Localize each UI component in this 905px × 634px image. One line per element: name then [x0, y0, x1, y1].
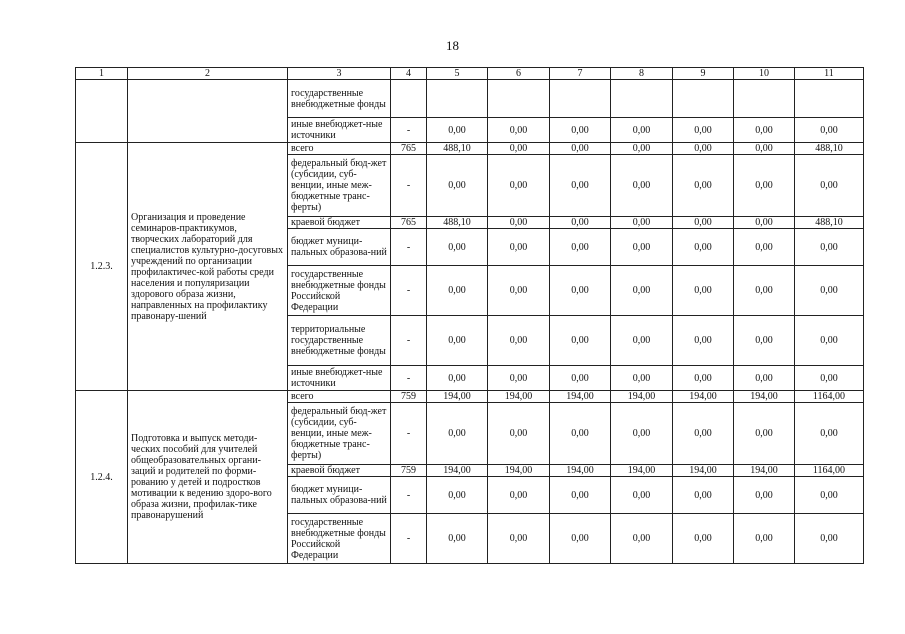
- amount-cell: 0,00: [734, 366, 795, 391]
- amount-cell: 488,10: [795, 217, 864, 229]
- department-code: 765: [391, 217, 427, 229]
- amount-cell: 0,00: [611, 366, 673, 391]
- amount-cell: 0,00: [673, 217, 734, 229]
- activity-description: Организация и проведение семинаров-практикумов, творческих лабораторий для специалистов культурно-досуговых учреждений по организации профилактичес-кой работы среди населения и популяризации здорового образа жизни, направленных на профилактику правонару-шений: [128, 143, 288, 391]
- amount-cell: 0,00: [734, 217, 795, 229]
- amount-cell: 194,00: [550, 391, 611, 403]
- funding-source: государственные внебюджетные фонды Российской Федерации: [288, 514, 391, 564]
- amount-cell: 0,00: [611, 155, 673, 217]
- amount-cell: [795, 80, 864, 118]
- amount-cell: 0,00: [488, 366, 550, 391]
- amount-cell: 0,00: [795, 155, 864, 217]
- amount-cell: 0,00: [795, 266, 864, 316]
- amount-cell: 0,00: [611, 229, 673, 266]
- amount-cell: 0,00: [488, 143, 550, 155]
- amount-cell: [673, 80, 734, 118]
- funding-source: иные внебюджет-ные источники: [288, 366, 391, 391]
- amount-cell: [550, 80, 611, 118]
- amount-cell: [427, 80, 488, 118]
- amount-cell: 0,00: [611, 477, 673, 514]
- column-header: 6: [488, 68, 550, 80]
- amount-cell: 0,00: [611, 217, 673, 229]
- activity-description: Подготовка и выпуск методи-ческих пособий для учителей общеобразовательных органи-заций и родителей по форми-рованию у детей и подростков мотивации к ведению здоро-вого образа жизни, профилак-тике правонарушений: [128, 391, 288, 564]
- column-header: 5: [427, 68, 488, 80]
- funding-source: федеральный бюд-жет (субсидии, суб-венции, иные меж-бюджетные транс-ферты): [288, 403, 391, 465]
- amount-cell: 0,00: [550, 217, 611, 229]
- amount-cell: 0,00: [611, 514, 673, 564]
- amount-cell: 194,00: [673, 465, 734, 477]
- amount-cell: 488,10: [427, 143, 488, 155]
- amount-cell: 0,00: [611, 403, 673, 465]
- amount-cell: 0,00: [611, 266, 673, 316]
- department-code: -: [391, 514, 427, 564]
- amount-cell: 0,00: [795, 366, 864, 391]
- department-code: [391, 80, 427, 118]
- column-header: 8: [611, 68, 673, 80]
- amount-cell: 0,00: [488, 155, 550, 217]
- amount-cell: 0,00: [550, 266, 611, 316]
- amount-cell: 0,00: [550, 143, 611, 155]
- department-code: -: [391, 403, 427, 465]
- amount-cell: 0,00: [734, 403, 795, 465]
- amount-cell: 0,00: [550, 366, 611, 391]
- amount-cell: 0,00: [488, 477, 550, 514]
- funding-source: всего: [288, 391, 391, 403]
- amount-cell: 0,00: [673, 477, 734, 514]
- amount-cell: 0,00: [427, 477, 488, 514]
- amount-cell: 194,00: [550, 465, 611, 477]
- department-code: -: [391, 366, 427, 391]
- amount-cell: 0,00: [427, 316, 488, 366]
- amount-cell: 0,00: [488, 514, 550, 564]
- page-number: 18: [446, 38, 459, 53]
- department-code: -: [391, 266, 427, 316]
- column-header: 10: [734, 68, 795, 80]
- department-code: -: [391, 316, 427, 366]
- column-header: 4: [391, 68, 427, 80]
- funding-source: краевой бюджет: [288, 217, 391, 229]
- amount-cell: 488,10: [427, 217, 488, 229]
- funding-source: краевой бюджет: [288, 465, 391, 477]
- column-header: 11: [795, 68, 864, 80]
- amount-cell: 0,00: [734, 266, 795, 316]
- amount-cell: 0,00: [488, 403, 550, 465]
- amount-cell: 194,00: [488, 465, 550, 477]
- department-code: 759: [391, 391, 427, 403]
- funding-source: государственные внебюджетные фонды: [288, 80, 391, 118]
- amount-cell: 0,00: [550, 477, 611, 514]
- column-header: 1: [76, 68, 128, 80]
- amount-cell: 0,00: [795, 229, 864, 266]
- funding-source: бюджет муници-пальных образова-ний: [288, 477, 391, 514]
- amount-cell: 194,00: [488, 391, 550, 403]
- department-code: -: [391, 118, 427, 143]
- amount-cell: 194,00: [734, 465, 795, 477]
- amount-cell: 0,00: [550, 403, 611, 465]
- amount-cell: 1164,00: [795, 465, 864, 477]
- amount-cell: 194,00: [427, 391, 488, 403]
- activity-description: [128, 80, 288, 143]
- amount-cell: 0,00: [550, 155, 611, 217]
- column-header: 3: [288, 68, 391, 80]
- amount-cell: 0,00: [734, 143, 795, 155]
- column-header: 7: [550, 68, 611, 80]
- column-header: 2: [128, 68, 288, 80]
- amount-cell: 0,00: [611, 118, 673, 143]
- funding-source: государственные внебюджетные фонды Российской Федерации: [288, 266, 391, 316]
- amount-cell: 194,00: [734, 391, 795, 403]
- amount-cell: 0,00: [427, 155, 488, 217]
- table-row: [76, 143, 864, 155]
- funding-source: иные внебюджет-ные источники: [288, 118, 391, 143]
- amount-cell: 0,00: [734, 514, 795, 564]
- amount-cell: 0,00: [488, 118, 550, 143]
- amount-cell: 0,00: [488, 217, 550, 229]
- amount-cell: 0,00: [673, 514, 734, 564]
- amount-cell: 0,00: [673, 403, 734, 465]
- table-body: [76, 80, 864, 564]
- table-row: [76, 80, 864, 118]
- amount-cell: 0,00: [427, 403, 488, 465]
- amount-cell: 0,00: [550, 229, 611, 266]
- amount-cell: 194,00: [427, 465, 488, 477]
- amount-cell: 0,00: [673, 155, 734, 217]
- amount-cell: 0,00: [795, 514, 864, 564]
- amount-cell: 0,00: [795, 477, 864, 514]
- amount-cell: [611, 80, 673, 118]
- amount-cell: 0,00: [550, 316, 611, 366]
- amount-cell: 0,00: [488, 266, 550, 316]
- department-code: -: [391, 477, 427, 514]
- amount-cell: 0,00: [673, 118, 734, 143]
- item-number: [76, 80, 128, 143]
- budget-table: [75, 67, 864, 564]
- column-header: 9: [673, 68, 734, 80]
- amount-cell: 0,00: [673, 366, 734, 391]
- funding-source: федеральный бюд-жет (субсидии, суб-венции, иные меж-бюджетные транс-ферты): [288, 155, 391, 217]
- amount-cell: 0,00: [427, 229, 488, 266]
- amount-cell: 0,00: [673, 266, 734, 316]
- amount-cell: 0,00: [673, 143, 734, 155]
- amount-cell: 0,00: [488, 316, 550, 366]
- amount-cell: 0,00: [734, 118, 795, 143]
- amount-cell: 0,00: [795, 316, 864, 366]
- amount-cell: 1164,00: [795, 391, 864, 403]
- item-number: 1.2.4.: [76, 391, 128, 564]
- amount-cell: 0,00: [673, 229, 734, 266]
- amount-cell: 0,00: [734, 155, 795, 217]
- amount-cell: [734, 80, 795, 118]
- amount-cell: 0,00: [427, 266, 488, 316]
- department-code: -: [391, 229, 427, 266]
- item-number: 1.2.3.: [76, 143, 128, 391]
- amount-cell: 0,00: [427, 118, 488, 143]
- amount-cell: 0,00: [427, 514, 488, 564]
- amount-cell: 0,00: [734, 477, 795, 514]
- amount-cell: 0,00: [734, 316, 795, 366]
- funding-source: бюджет муници-пальных образова-ний: [288, 229, 391, 266]
- amount-cell: 0,00: [550, 118, 611, 143]
- amount-cell: 0,00: [488, 229, 550, 266]
- amount-cell: 194,00: [611, 465, 673, 477]
- amount-cell: 0,00: [795, 403, 864, 465]
- amount-cell: 0,00: [795, 118, 864, 143]
- header-row: [76, 68, 864, 80]
- amount-cell: 488,10: [795, 143, 864, 155]
- amount-cell: 0,00: [550, 514, 611, 564]
- funding-source: всего: [288, 143, 391, 155]
- table-row: [76, 391, 864, 403]
- amount-cell: 194,00: [611, 391, 673, 403]
- amount-cell: 194,00: [673, 391, 734, 403]
- department-code: -: [391, 155, 427, 217]
- amount-cell: 0,00: [611, 316, 673, 366]
- department-code: 759: [391, 465, 427, 477]
- amount-cell: [488, 80, 550, 118]
- funding-source: территориальные государственные внебюджетные фонды: [288, 316, 391, 366]
- amount-cell: 0,00: [734, 229, 795, 266]
- amount-cell: 0,00: [427, 366, 488, 391]
- amount-cell: 0,00: [673, 316, 734, 366]
- amount-cell: 0,00: [611, 143, 673, 155]
- department-code: 765: [391, 143, 427, 155]
